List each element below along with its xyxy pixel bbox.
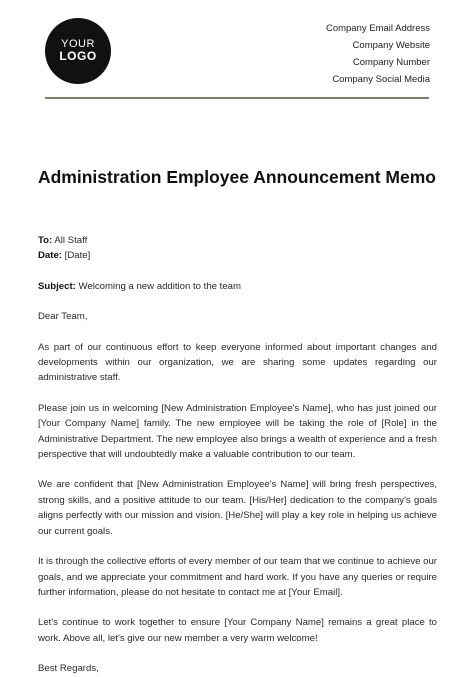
- paragraph-3: We are confident that [New Administration Employee's Name] will bring fresh perspectives, strong skills, and a positive attitude to our team. [His/Her] dedication to the company's goals aligns perfectly with our mission and vision. [He/She] will play a key role in helping us achieve our current goals.: [38, 479, 437, 537]
- paragraph-5: Let's continue to work together to ensure [Your Company Name] remains a great place to work. Above all, let's give our new member a very warm welcome!: [38, 617, 437, 644]
- date-line: [38, 248, 437, 263]
- to-value: All Staff: [54, 235, 88, 246]
- company-email: Company Email Address: [325, 23, 430, 34]
- to-label: To:: [38, 235, 53, 246]
- company-number: Company Number: [352, 57, 430, 68]
- greeting: Dear Team,: [38, 311, 88, 323]
- to-line: [38, 233, 437, 248]
- closing: Best Regards,: [38, 663, 99, 675]
- company-website: Company Website: [352, 40, 430, 51]
- header-divider: [45, 97, 429, 99]
- paragraph-1: As part of our continuous effort to keep everyone informed about important changes and developments within our organization, we are sharing some updates regarding our administrative staff.: [38, 341, 437, 384]
- company-social-media: Company Social Media: [332, 74, 430, 85]
- paragraph-2: Please join us in welcoming [New Administration Employee's Name], who has just joined our [Your Company Name] family. The new employee will be taking the role of [Role] in the Administrative Department. The new employee also brings a wealth of experience and a fresh perspective that will undoubtedly make a valuable contribution to our team.: [38, 402, 437, 461]
- logo-line-1: YOUR: [61, 37, 95, 50]
- date-label: Date:: [38, 250, 62, 262]
- memo-title: Administration Employee Announcement Memo: [37, 167, 436, 187]
- memo-body: [38, 233, 437, 677]
- date-value: [Date]: [64, 250, 91, 262]
- subject-label: Subject:: [38, 280, 76, 292]
- paragraph-4: It is through the collective efforts of every member of our team that we continue to achieve our goals, and we appreciate your commitment and hard work. If you have any queries or require further information, please do not hesitate to contact me at [Your Email].: [38, 556, 437, 598]
- logo-line-2: LOGO: [59, 49, 97, 64]
- subject-value: Welcoming a new addition to the team: [78, 280, 242, 292]
- company-logo: [45, 18, 111, 84]
- company-contact-block: [326, 20, 430, 88]
- subject-line: [38, 279, 437, 294]
